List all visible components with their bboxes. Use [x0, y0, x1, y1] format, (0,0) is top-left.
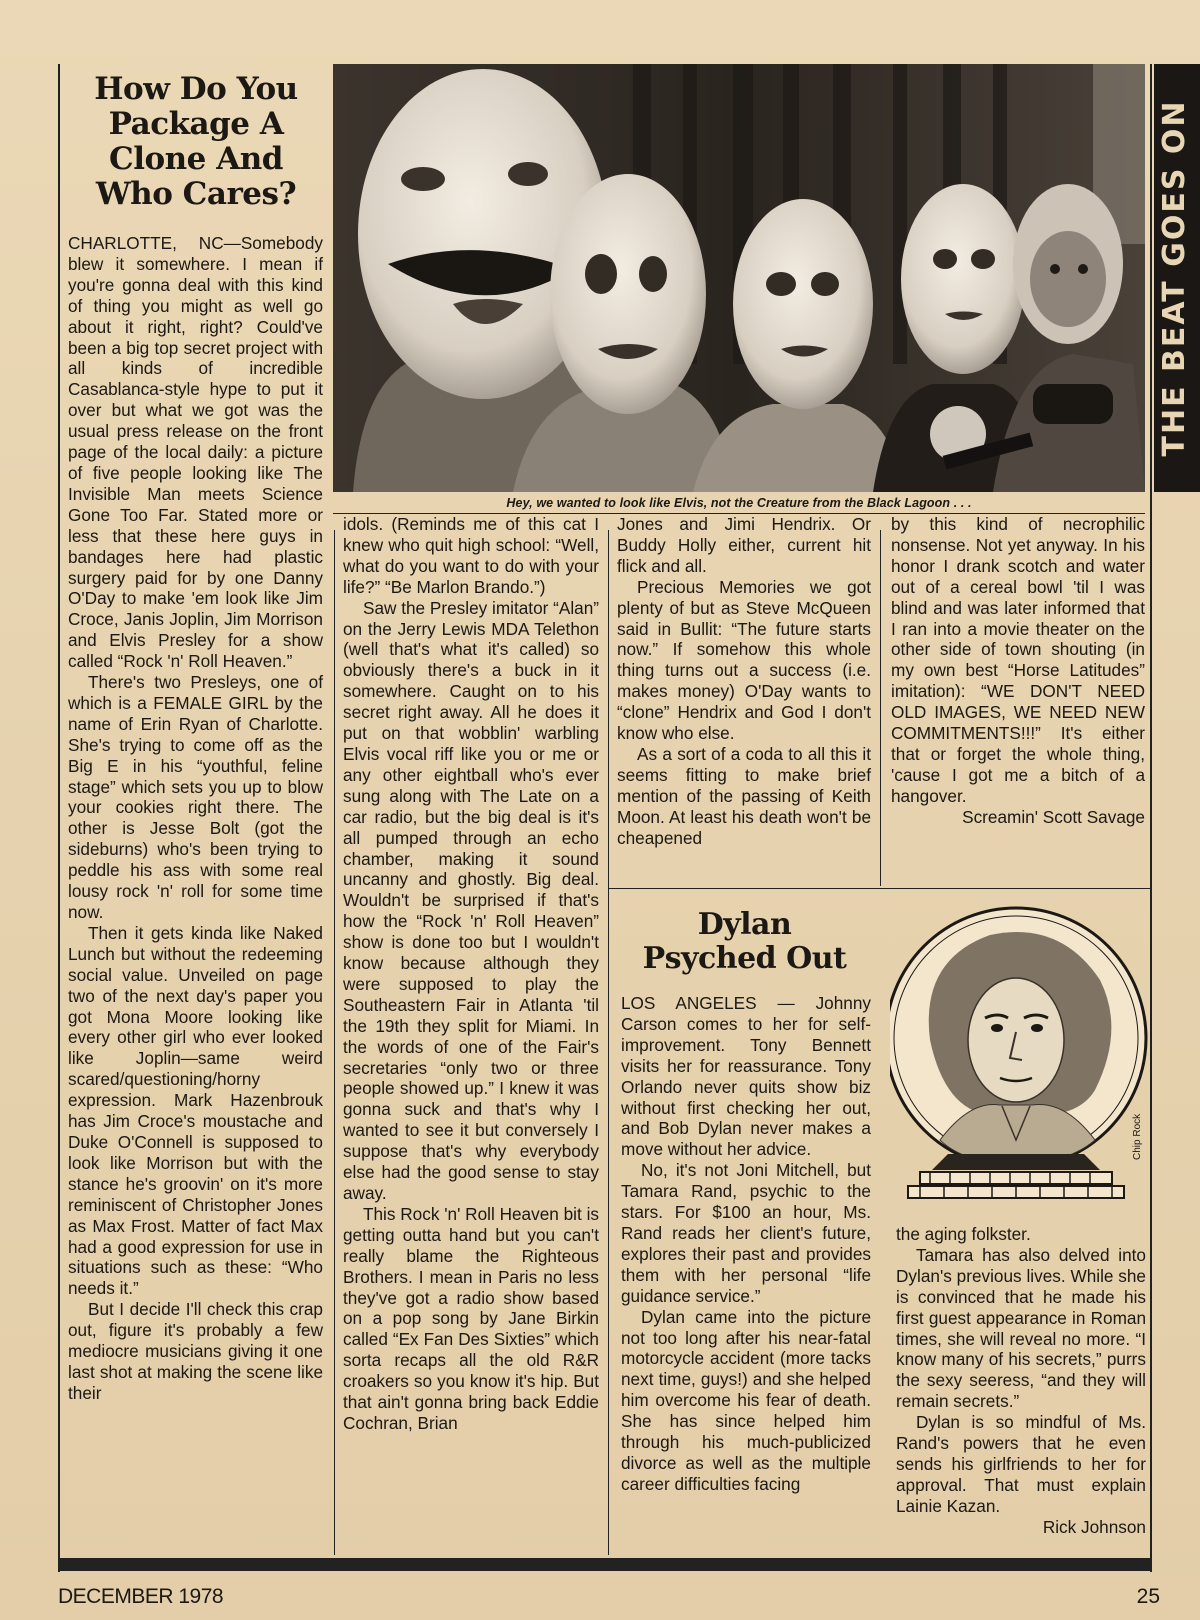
story2-byline: Rick Johnson	[1042, 1516, 1146, 1537]
story1-paragraph: This Rock 'n' Roll Heaven bit is getting outta hand but you can't really blame the Righteous Brothers. I mean in Paris no less they've got a radio show based on a pop song by Jane Birkin called “Ex Fan Des Sixties” which sorta recaps all the old R&R croakers so you know it's hip. But that ain't gonna bring back Eddie Cochran, Brian	[343, 1203, 599, 1433]
story1-paragraph: Precious Memories we got plenty of but as Steve McQueen said in Bullit: “The future starts now.” If somehow this whole thing turns out a success (i.e. makes money) O'Day wants to “clone” Hendrix and God I don't know who else.	[617, 576, 871, 744]
story2-headline-line: Dylan	[697, 907, 792, 942]
crystal-ball-image	[890, 900, 1148, 1228]
right-border-rule	[1150, 64, 1152, 1572]
dylan-illustration	[890, 900, 1148, 1228]
story1-paragraph: There's two Presleys, one of which is a FEMALE GIRL by the name of Erin Ryan of Charlotte. She's trying to come off as the Big E in his “youthful, feline stage” which sets you up to blow your cookies right there. The other is Jesse Bolt (got the sideburns) who's been trying to peddle his ass with some real lousy rock 'n' roll for some time now.	[68, 672, 323, 922]
story1-headline-line: Who Cares?	[95, 176, 297, 212]
story2-paragraph: LOS ANGELES — Johnny Carson comes to her for self-improvement. Tony Bennett visits her for reassurance. Tony Orlando never quits show biz without first checking her out, and Bob Dylan never makes a move without her advice.	[621, 993, 871, 1160]
story1-paragraph: Jones and Jimi Hendrix. Or Buddy Holly either, current hit flick and all.	[617, 514, 871, 576]
story2-paragraph: No, it's not Joni Mitchell, but Tamara Rand, psychic to the stars. For $100 an hour, Ms. Rand reads her client's future, explores their past and provides them with her personal “life guidance service.”	[621, 1160, 871, 1306]
story2-paragraph: Tamara has also delved into Dylan's previous lives. While she is convinced that he made his first guest appearance in Roman times, she will reveal no more. “I know many of his secrets,” purrs the sexy seeress, “and they will remain secrets.”	[896, 1244, 1146, 1412]
column-rule-3	[880, 530, 881, 886]
section-tab	[1154, 64, 1200, 492]
story1-column-2	[343, 514, 599, 1434]
story1-paragraph: Then it gets kinda like Naked Lunch but without the redeeming social value. Unveiled on page two of the next day's paper you got Mona Moore looking like every other girl who ever looked like Joplin—same weird scared/questioning/horny expression. Mark Hazenbrouk has Jim Croce's moustache and Duke O'Connell is supposed to look like Morrison but with the stance he's groovin' on it's more reminiscent of Christopher Jones as Max Frost. Matter of fact Max had a good expression for use in situations such as these: “Who needs it.”	[68, 922, 323, 1299]
photo-caption: Hey, we wanted to look like Elvis, not the Creature from the Black Lagoon . . .	[506, 496, 972, 510]
story1-paragraph: CHARLOTTE, NC—Somebody blew it somewhere. I mean if you're gonna deal with this kind of thing you might as well go about it right, right? Could've been a big top secret project with all kinds of incredible Casablanca-style hype to put it over but what we got was the usual press release on the front page of the local daily: a picture of five people looking like The Invisible Man meets Science Gone Too Far. Stated more or less that these here guys in bandages here had plastic surgery paid for by one Danny O'Day to make 'em look like Jim Croce, Janis Joplin, Jim Morrison and Elvis Presley for a show called “Rock 'n' Roll Heaven.”	[68, 233, 323, 672]
story1-paragraph: by this kind of necrophilic nonsense. Not yet anyway. In his honor I drank scotch and water out of a cereal bowl 'til I was blind and was later informed that I ran into a movie theater on the other side of town shouting (in my own best “Horse Latitudes” imitation): “WE DON'T NEED OLD IMAGES, WE NEED NEW COMMITMENTS!!!” It's either that or forget the whole thing, 'cause I got me a bitch of a hangover.	[891, 514, 1145, 806]
story-divider-rule	[608, 888, 1150, 889]
illustration-credit: Chip Rock	[1132, 1113, 1143, 1160]
issue-date: DECEMBER 1978	[58, 1585, 224, 1608]
story2-paragraph: the aging folkster.	[896, 1224, 1031, 1244]
story2-paragraph: Dylan is so mindful of Ms. Rand's powers that he even sends his girlfriends to her for approval. That must explain Lainie Kazan.	[896, 1412, 1146, 1516]
bandaged-clones-image	[333, 64, 1145, 492]
story2-paragraph: Dylan came into the picture not too long after his near-fatal motorcycle accident (more tacks next time, guys!) and she helped him overcome his fear of death. She has since helped him through his much-publicized divorce as well as the multiple career difficulties facing	[621, 1306, 871, 1494]
story1-headline-line: Clone And	[109, 141, 283, 177]
story1-column-4	[891, 514, 1145, 828]
story2-headline	[612, 908, 877, 976]
story1-photo	[333, 64, 1145, 492]
story1-paragraph: But I decide I'll check this crap out, figure it's probably a few mediocre musicians giving it one last shot at making the scene like their	[68, 1299, 323, 1403]
story1-headline-line: How Do You	[94, 71, 298, 107]
story2-column-1	[621, 993, 871, 1495]
svg-text:THE BEAT GOES ON: THE BEAT GOES ON	[1157, 99, 1192, 457]
page-number: 25	[1136, 1585, 1160, 1608]
story1-paragraph: Saw the Presley imitator “Alan” on the Jerry Lewis MDA Telethon (well that's what it's called) so obviously there's a buck in it somewhere. Caught on to his secret right away. All he does it put on that wobblin' warbling Elvis vocal riff like you or me or any other eightball who's ever sung along with The Late on a car radio, but the big deal is it's all pumped through an echo chamber, making it sound uncanny and ghostly. Big deal. Wouldn't be surprised if that's how the “Rock 'n' Roll Heaven” show is done too but I wouldn't know because although they were supposed to play the Southeastern Fair in Atlanta 'til the 19th they split for Miami. In the words of one of the Fair's secretaries “only two or three people showed up.” I knew it was gonna suck and that's why I wanted to see it but conversely I suppose that's why everybody else had the good sense to stay away.	[343, 597, 599, 1203]
story1-byline: Screamin' Scott Savage	[962, 806, 1145, 827]
story1-paragraph: As a sort of a coda to all this it seems fitting to make brief mention of the passing of Keith Moon. At least his death won't be cheapened	[617, 743, 871, 848]
column-rule-2	[608, 530, 609, 1555]
story1-headline-line: Package A	[108, 106, 284, 142]
story1-column-1	[68, 233, 323, 1404]
story1-column-3	[617, 514, 871, 849]
section-tab-label	[1154, 64, 1200, 492]
story2-column-2	[896, 1224, 1146, 1538]
bottom-rule	[58, 1558, 1152, 1571]
column-rule-1	[334, 530, 335, 1555]
story1-paragraph: idols. (Reminds me of this cat I knew who quit high school: “Well, what do you want to do with your life?” “Be Marlon Brando.”)	[343, 514, 599, 597]
left-border-rule	[58, 64, 60, 1572]
story1-headline	[62, 72, 330, 212]
story2-headline-line: Psyched Out	[642, 941, 847, 976]
